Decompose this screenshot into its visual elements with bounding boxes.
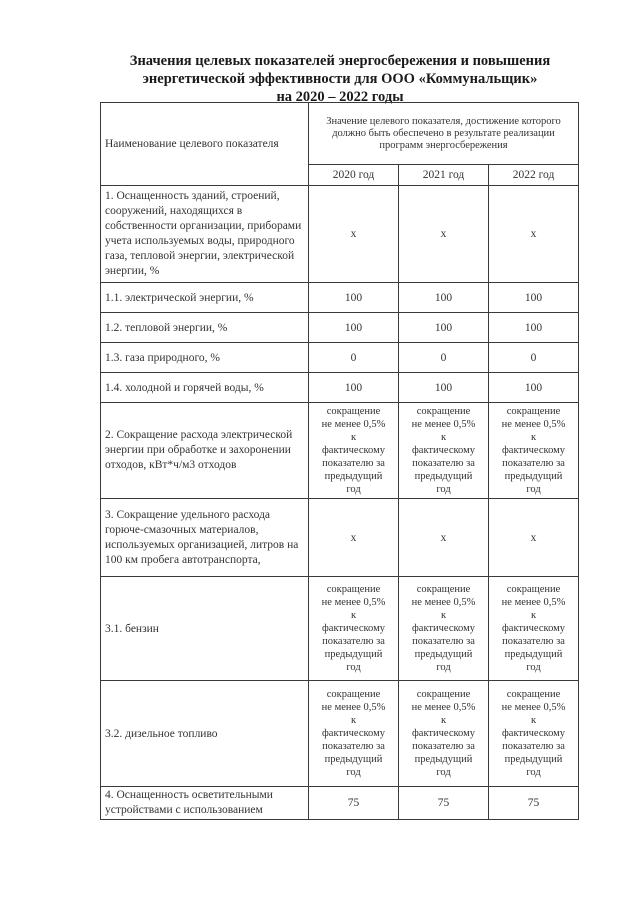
indicator-value: 100: [309, 283, 399, 313]
indicator-value: 100: [399, 283, 489, 313]
table-row: [101, 681, 579, 787]
indicator-value: 75: [489, 787, 579, 820]
indicator-value: сокращение не менее 0,5% к фактическому показателю за предыдущий год: [489, 681, 579, 787]
table-row: [101, 186, 579, 283]
indicator-value: 75: [399, 787, 489, 820]
year-cell: 2020 год: [309, 165, 399, 186]
indicator-value: сокращение не менее 0,5% к фактическому показателю за предыдущий год: [489, 577, 579, 681]
indicator-value: 100: [399, 373, 489, 403]
title-line-3: на 2020 – 2022 годы: [276, 89, 404, 105]
indicator-value: 100: [489, 283, 579, 313]
indicator-name: 1. Оснащенность зданий, строений, сооружений, находящихся в собственности организации, приборами учета используемых воды, природного газа, тепловой энергии, электрической энергии, %: [101, 186, 309, 283]
header-name-cell: Наименование целевого показателя: [101, 103, 309, 186]
indicator-value: х: [399, 499, 489, 577]
indicators-table: [100, 102, 579, 820]
indicator-value: сокращение не менее 0,5% к фактическому показателю за предыдущий год: [399, 403, 489, 499]
table-row: [101, 787, 579, 820]
indicator-name: 3.2. дизельное топливо: [101, 681, 309, 787]
indicator-value: х: [309, 186, 399, 283]
document-title: [80, 52, 600, 106]
indicator-value: 75: [309, 787, 399, 820]
indicator-value: сокращение не менее 0,5% к фактическому показателю за предыдущий год: [309, 681, 399, 787]
indicator-value: 100: [489, 373, 579, 403]
title-line-2: энергетической эффективности для ООО «Коммунальщик»: [142, 71, 538, 87]
table-row: [101, 283, 579, 313]
indicator-value: х: [399, 186, 489, 283]
year-cell: 2022 год: [489, 165, 579, 186]
indicator-name: 1.3. газа природного, %: [101, 343, 309, 373]
indicator-value: 100: [399, 313, 489, 343]
indicator-value: х: [489, 499, 579, 577]
indicator-name: 4. Оснащенность осветительными устройствами с использованием: [101, 787, 309, 820]
table-row: [101, 577, 579, 681]
table-row: [101, 343, 579, 373]
table-row: [101, 499, 579, 577]
indicator-value: 0: [309, 343, 399, 373]
indicator-name: 1.4. холодной и горячей воды, %: [101, 373, 309, 403]
indicator-value: сокращение не менее 0,5% к фактическому показателю за предыдущий год: [309, 577, 399, 681]
indicator-name: 3.1. бензин: [101, 577, 309, 681]
table-row: [101, 373, 579, 403]
indicator-value: 100: [309, 313, 399, 343]
year-cell: 2021 год: [399, 165, 489, 186]
indicator-value: сокращение не менее 0,5% к фактическому показателю за предыдущий год: [489, 403, 579, 499]
table-row: [101, 403, 579, 499]
indicator-value: х: [489, 186, 579, 283]
indicator-value: 100: [489, 313, 579, 343]
indicator-name: 1.1. электрической энергии, %: [101, 283, 309, 313]
indicator-name: 3. Сокращение удельного расхода горюче-смазочных материалов, используемых организацией, литров на 100 км пробега автотранспорта,: [101, 499, 309, 577]
indicator-value: 100: [309, 373, 399, 403]
indicator-value: 0: [489, 343, 579, 373]
header-value-cell: Значение целевого показателя, достижение которого должно быть обеспечено в результате реализации программ энергосбережения: [309, 103, 579, 165]
indicator-name: 2. Сокращение расхода электрической энергии при обработке и захоронении отходов, кВт*ч/м3 отходов: [101, 403, 309, 499]
indicator-name: 1.2. тепловой энергии, %: [101, 313, 309, 343]
header-row: [101, 103, 579, 165]
indicator-value: 0: [399, 343, 489, 373]
indicator-value: х: [309, 499, 399, 577]
table-row: [101, 313, 579, 343]
indicator-value: сокращение не менее 0,5% к фактическому показателю за предыдущий год: [399, 681, 489, 787]
title-line-1: Значения целевых показателей энергосбережения и повышения: [129, 53, 551, 69]
indicator-value: сокращение не менее 0,5% к фактическому показателю за предыдущий год: [309, 403, 399, 499]
indicator-value: сокращение не менее 0,5% к фактическому показателю за предыдущий год: [399, 577, 489, 681]
